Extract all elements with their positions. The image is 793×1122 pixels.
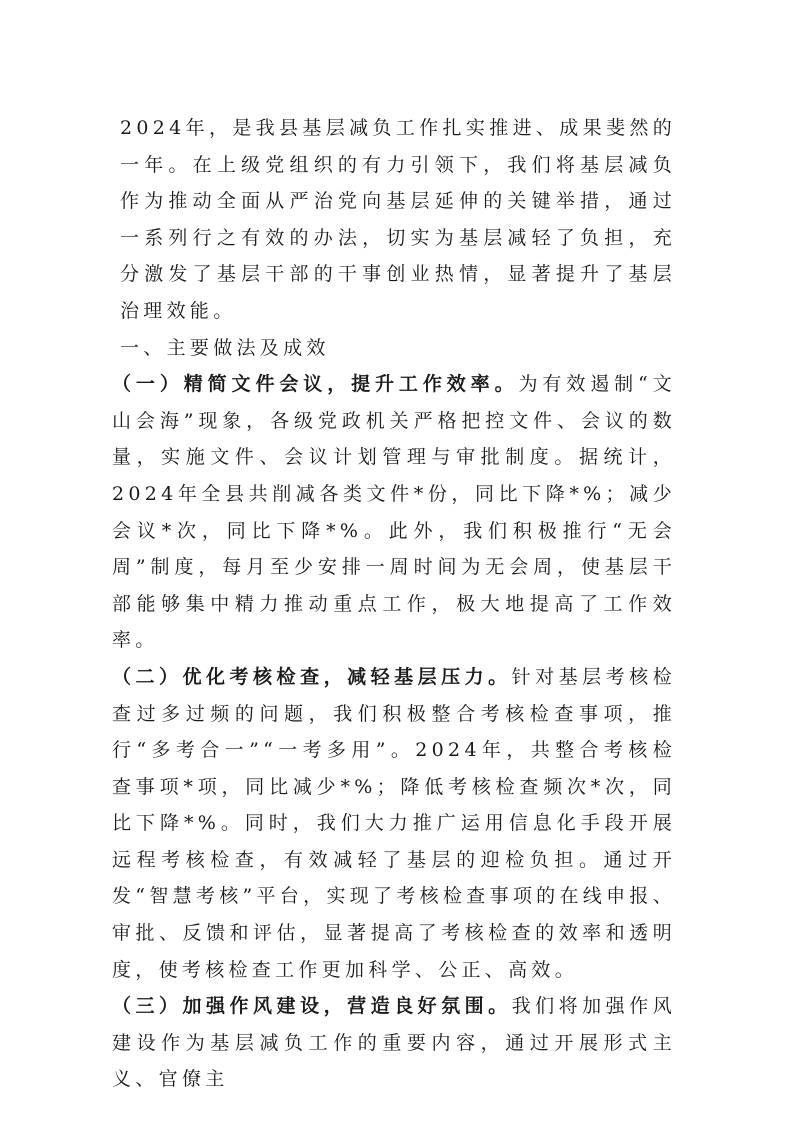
subsection-2-body: 针对基层考核检查过多过频的问题，我们积极整合考核检查事项，推行“多考合一”“一考多用”。2024年，共整合考核检查事项*项，同比减少*%；降低考核检查频次*次，同比下降*%。同时，我们大力推广运用信息化手段开展远程考核检查，有效减轻了基层的迎检负担。通过开发“智慧考核”平台，实现了考核检查事项的在线申报、审批、反馈和评估，显著提高了考核检查的效率和透明度，使考核检查工作更加科学、公正、高效。 xyxy=(112,665,676,981)
subsection-3-lead: （三）加强作风建设，营造良好氛围。 xyxy=(112,995,512,1018)
subsection-1-body: 为有效遏制“文山会海”现象，各级党政机关严格把控文件、会议的数量，实施文件、会议计划管理与审批制度。据统计，2024年全县共削减各类文件*份，同比下降*%；减少会议*次，同比下降*%。此外，我们积极推行“无会周”制度，每月至少安排一周时间为无会周，使基层干部能够集中精力推动重点工作，极大地提高了工作效率。 xyxy=(112,373,676,652)
document-page xyxy=(112,110,676,1098)
subsection-2 xyxy=(112,659,676,988)
subsection-2-lead: （二）优化考核检查，减轻基层压力。 xyxy=(112,665,512,688)
intro-paragraph: 2024年，是我县基层减负工作扎实推进、成果斐然的一年。在上级党组织的有力引领下，我们将基层减负作为推动全面从严治党向基层延伸的关键举措，通过一系列行之有效的办法，切实为基层减轻了负担，充分激发了基层干部的干事创业热情，显著提升了基层治理效能。 xyxy=(120,117,676,322)
subsection-3 xyxy=(112,988,676,1098)
subsection-1 xyxy=(112,366,676,659)
section-heading: 一、主要做法及成效 xyxy=(120,336,330,359)
subsection-1-lead: （一）精简文件会议，提升工作效率。 xyxy=(112,373,519,396)
subsection-3-body: 我们将加强作风建设作为基层减负工作的重要内容，通过开展形式主义、官僚主 xyxy=(112,995,676,1091)
